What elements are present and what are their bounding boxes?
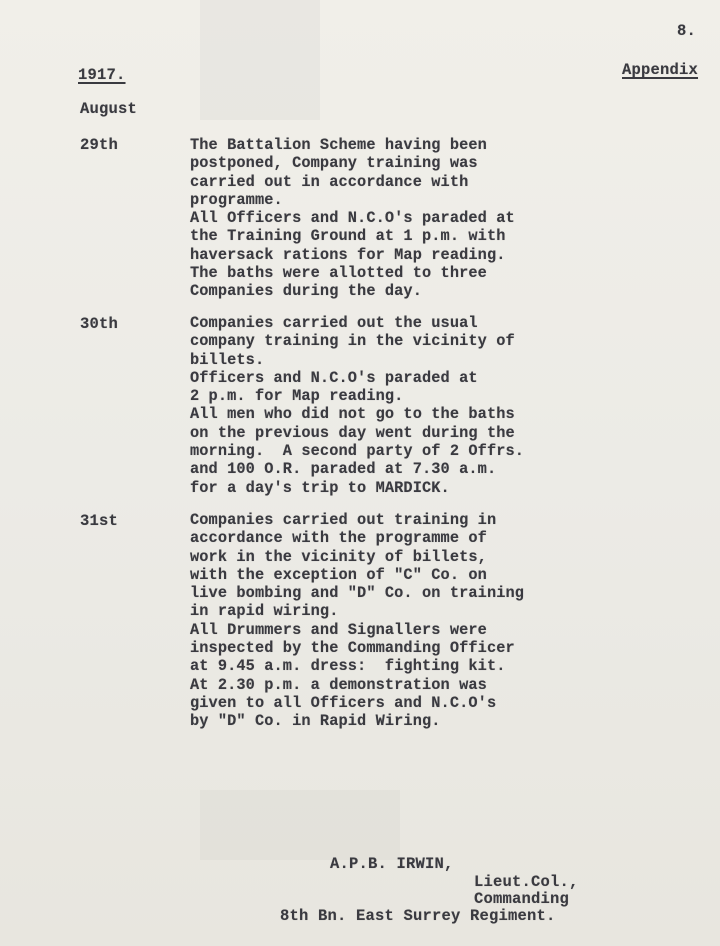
bleed-through-mark (200, 790, 400, 860)
month-heading: August (80, 100, 138, 118)
entry-body (190, 314, 524, 497)
signature-unit: 8th Bn. East Surrey Regiment. (280, 907, 556, 925)
entry-line: company training in the vicinity of (190, 332, 515, 351)
entry-line: by "D" Co. in Rapid Wiring. (190, 712, 441, 731)
entry-line: postponed, Company training was (190, 154, 478, 173)
entry-line: accordance with the programme of (190, 529, 487, 548)
entry-date: 30th (80, 315, 119, 333)
entry-line: inspected by the Commanding Officer (190, 639, 515, 658)
entry-date: 29th (80, 136, 119, 154)
entry-line: Companies during the day. (190, 282, 422, 301)
entry-line: at 9.45 a.m. dress: fighting kit. (190, 657, 506, 676)
signature-rank: Lieut.Col., (474, 873, 579, 891)
entry-line: Officers and N.C.O's paraded at (190, 368, 478, 387)
page-number: 8. (677, 22, 697, 40)
signature-name: A.P.B. IRWIN, (330, 855, 454, 873)
entry-line: All men who did not go to the baths (190, 405, 515, 424)
entry-body (190, 136, 515, 301)
entry-line: Companies carried out training in (190, 511, 497, 529)
entry-line: All Drummers and Signallers were (190, 620, 487, 639)
entry-line: programme. (190, 190, 283, 209)
entry-date: 31st (80, 512, 119, 530)
entry-line: and 100 O.R. paraded at 7.30 a.m. (190, 460, 497, 479)
entry-line: 2 p.m. for Map reading. (190, 387, 404, 406)
appendix-label: Appendix (622, 61, 699, 79)
entry-line: The baths were allotted to three (190, 264, 487, 283)
entry-body (190, 511, 524, 731)
bleed-through-mark (200, 0, 320, 120)
entry-line: the Training Ground at 1 p.m. with (190, 227, 506, 246)
entry-line: live bombing and "D" Co. on training (190, 584, 525, 603)
entry-line: All Officers and N.C.O's paraded at (190, 209, 515, 228)
entry-line: morning. A second party of 2 Offrs. (190, 442, 525, 461)
entry-line: carried out in accordance with (190, 172, 469, 191)
entry-line: work in the vicinity of billets, (190, 547, 487, 566)
entry-line: The Battalion Scheme having been (190, 136, 487, 154)
entry-line: billets. (190, 350, 265, 369)
entry-line: in rapid wiring. (190, 602, 339, 621)
entry-line: with the exception of "C" Co. on (190, 565, 487, 584)
entry-line: given to all Officers and N.C.O's (190, 693, 497, 712)
entry-line: haversack rations for Map reading. (190, 245, 506, 264)
entry-line: on the previous day went during the (190, 423, 515, 442)
signature-role: Commanding (474, 890, 570, 908)
entry-line: At 2.30 p.m. a demonstration was (190, 675, 487, 694)
entry-line: for a day's trip to MARDICK. (190, 478, 450, 497)
year-heading: 1917. (78, 66, 126, 84)
entry-line: Companies carried out the usual (190, 314, 478, 332)
